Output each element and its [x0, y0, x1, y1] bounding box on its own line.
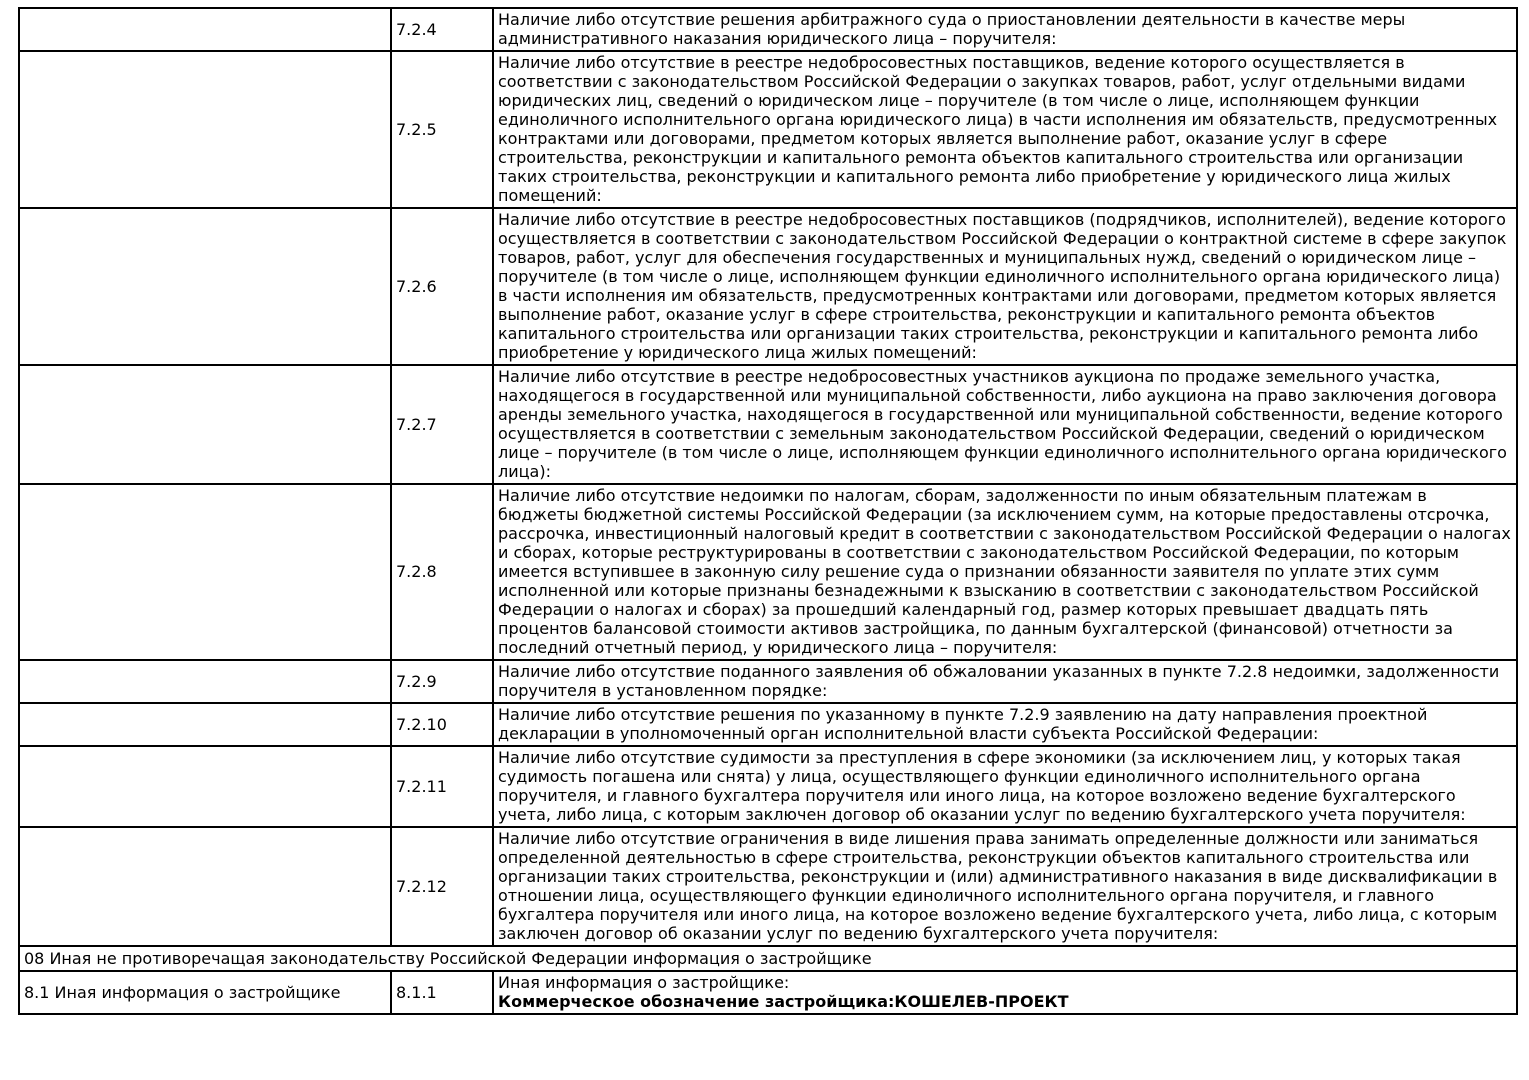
- declaration-table: [18, 7, 1518, 1015]
- table-row-7-2-9: [19, 660, 1517, 703]
- row-number: 7.2.5: [391, 51, 493, 208]
- row-label: [19, 746, 391, 827]
- row-label: 8.1 Иная информация о застройщике: [19, 971, 391, 1014]
- row-text: Наличие либо отсутствие в реестре недобросовестных поставщиков, ведение которого осуществляется в соответствии с законодательством Российской Федерации о закупках товаров, работ, услуг отдельными видами юридических лиц, сведений о юридическом лице – поручителе (в том числе о лице, исполняющем функции единоличного исполнительного органа юридического лица) в части исполнения им обязательств, предусмотренных контрактами или договорами, предметом которых является выполнение работ, оказание услуг в сфере строительства, реконструкции и капитального ремонта объектов капитального строительства или организации таких строительства, реконструкции и капитального ремонта либо приобретение у юридического лица жилых помещений:: [493, 51, 1517, 208]
- row-text: Наличие либо отсутствие судимости за преступления в сфере экономики (за исключением лиц, у которых такая судимость погашена или снята) у лица, осуществляющего функции единоличного исполнительного органа поручителя, и главного бухгалтера поручителя или иного лица, на которое возложено ведение бухгалтерского учета, либо лица, с которым заключен договор об оказании услуг по ведению бухгалтерского учета поручителя:: [493, 746, 1517, 827]
- row-number: 8.1.1: [391, 971, 493, 1014]
- section-header-row: [19, 946, 1517, 971]
- row-number: 7.2.8: [391, 484, 493, 660]
- row-text: Наличие либо отсутствие в реестре недобросовестных поставщиков (подрядчиков, исполнителей), ведение которого осуществляется в соответствии с законодательством Российской Федерации о контрактной системе в сфере закупок товаров, работ, услуг для обеспечения государственных и муниципальных нужд, сведений о юридическом лице – поручителе (в том числе о лице, исполняющем функции единоличного исполнительного органа юридического лица) в части исполнения им обязательств, предусмотренных контрактами или договорами, предметом которых является выполнение работ, оказание услуг в сфере строительства, реконструкции и капитального ремонта объектов капитального строительства или организации таких строительства, реконструкции и капитального ремонта либо приобретение у юридического лица жилых помещений:: [493, 208, 1517, 365]
- commercial-designation-line: Коммерческое обозначение застройщика:КОШЕЛЕВ-ПРОЕКТ: [498, 992, 1069, 1011]
- row-label: [19, 208, 391, 365]
- table-row-7-2-10: [19, 703, 1517, 746]
- row-number: 7.2.12: [391, 827, 493, 946]
- table-row-7-2-4: [19, 8, 1517, 51]
- row-text: Наличие либо отсутствие недоимки по налогам, сборам, задолженности по иным обязательным платежам в бюджеты бюджетной системы Российской Федерации (за исключением сумм, на которые предоставлены отсрочка, рассрочка, инвестиционный налоговый кредит в соответствии с законодательством Российской Федерации о налогах и сборах, которые реструктурированы в соответствии с законодательством Российской Федерации, по которым имеется вступившее в законную силу решение суда о признании обязанности заявителя по уплате этих сумм исполненной или которые признаны безнадежными к взысканию в соответствии с законодательством Российской Федерации о налогах и сборах) за прошедший календарный год, размер которых превышает двадцать пять процентов балансовой стоимости активов застройщика, по данным бухгалтерской (финансовой) отчетности за последний отчетный период, у юридического лица – поручителя:: [493, 484, 1517, 660]
- table-row-7-2-7: [19, 365, 1517, 484]
- row-text: [493, 971, 1517, 1014]
- row-label: [19, 827, 391, 946]
- row-label: [19, 703, 391, 746]
- table-row-8-1-1: [19, 971, 1517, 1014]
- row-text: Наличие либо отсутствие в реестре недобросовестных участников аукциона по продаже земельного участка, находящегося в государственной или муниципальной собственности, либо аукциона на право заключения договора аренды земельного участка, находящегося в государственной или муниципальной собственности, ведение которого осуществляется в соответствии с земельным законодательством Российской Федерации, сведений о юридическом лице – поручителе (в том числе о лице, исполняющем функции единоличного исполнительного органа юридического лица):: [493, 365, 1517, 484]
- row-label: [19, 51, 391, 208]
- row-label: [19, 660, 391, 703]
- row-number: 7.2.7: [391, 365, 493, 484]
- row-text: Наличие либо отсутствие ограничения в виде лишения права занимать определенные должности или заниматься определенной деятельностью в сфере строительства, реконструкции объектов капитального строительства или организации таких строительства, реконструкции и (или) административного наказания в виде дисквалификации в отношении лица, осуществляющего функции единоличного исполнительного органа поручителя, и главного бухгалтера поручителя или иного лица, на которое возложено ведение бухгалтерского учета, либо лица, с которым заключен договор об оказании услуг по ведению бухгалтерского учета поручителя:: [493, 827, 1517, 946]
- table-row-7-2-5: [19, 51, 1517, 208]
- row-label: [19, 8, 391, 51]
- row-label: [19, 484, 391, 660]
- other-info-line: Иная информация о застройщике:: [498, 973, 790, 992]
- table-row-7-2-12: [19, 827, 1517, 946]
- row-text: Наличие либо отсутствие решения арбитражного суда о приостановлении деятельности в качестве меры административного наказания юридического лица – поручителя:: [493, 8, 1517, 51]
- row-label: [19, 365, 391, 484]
- row-number: 7.2.9: [391, 660, 493, 703]
- table-row-7-2-8: [19, 484, 1517, 660]
- table-row-7-2-6: [19, 208, 1517, 365]
- row-number: 7.2.6: [391, 208, 493, 365]
- table-row-7-2-11: [19, 746, 1517, 827]
- section-header: 08 Иная не противоречащая законодательству Российской Федерации информация о застройщике: [19, 946, 1517, 971]
- row-number: 7.2.10: [391, 703, 493, 746]
- row-number: 7.2.4: [391, 8, 493, 51]
- row-text: Наличие либо отсутствие решения по указанному в пункте 7.2.9 заявлению на дату направления проектной декларации в уполномоченный орган исполнительной власти субъекта Российской Федерации:: [493, 703, 1517, 746]
- row-number: 7.2.11: [391, 746, 493, 827]
- row-text: Наличие либо отсутствие поданного заявления об обжаловании указанных в пункте 7.2.8 недоимки, задолженности поручителя в установленном порядке:: [493, 660, 1517, 703]
